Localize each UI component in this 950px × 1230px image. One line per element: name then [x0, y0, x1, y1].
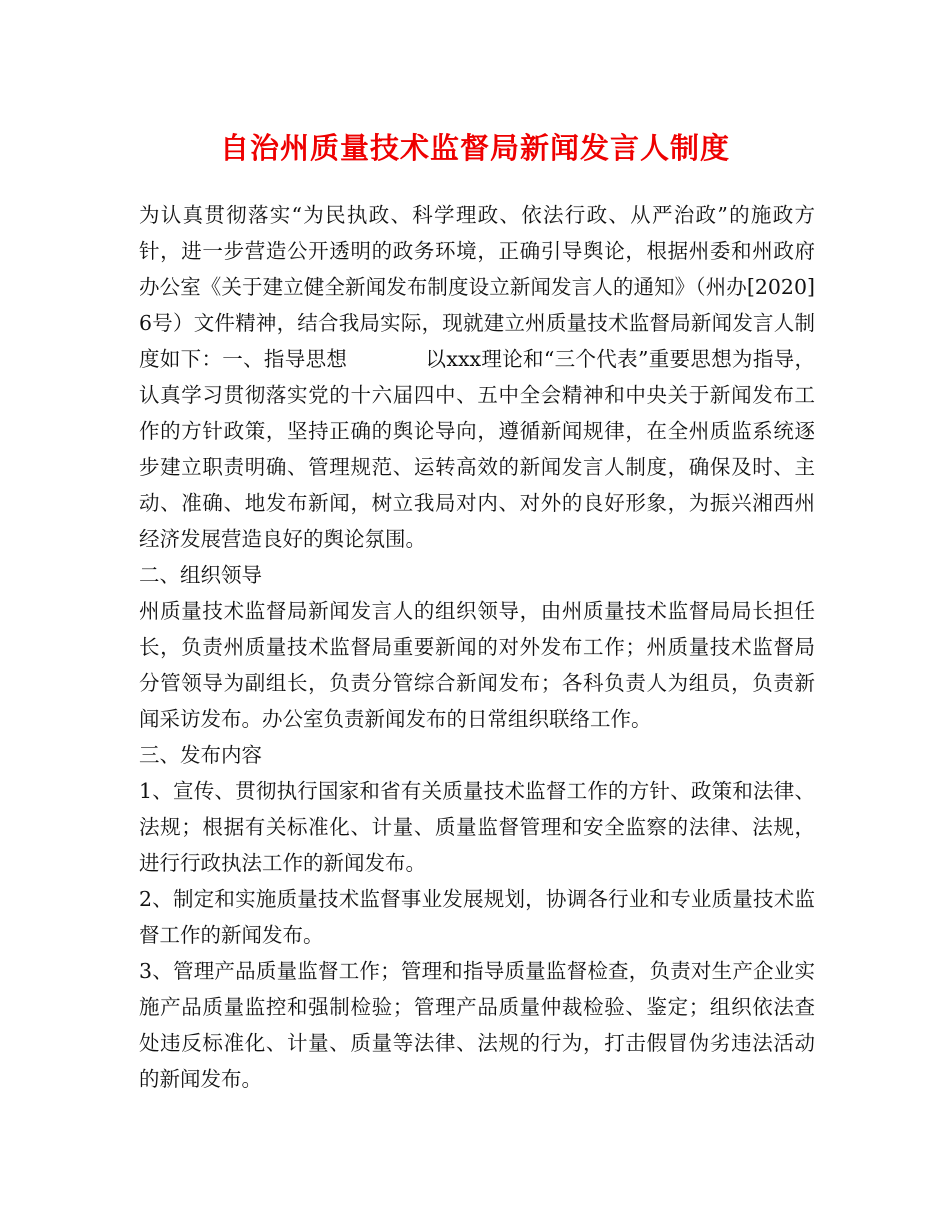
document-body [139, 197, 815, 1097]
section2-body: 州质量技术监督局新闻发言人的组织领导，由州质量技术监督局局长担任长，负责州质量技术监督局重要新闻的对外发布工作；州质量技术监督局分管领导为副组长，负责分管综合新闻发布；各科负责人为组员，负责新闻采访发布。办公室负责新闻发布的日常组织联络工作。 [139, 599, 815, 731]
intro-text-part2: 以xxx理论和“三个代表”重要思想为指导，认真学习贯彻落实党的十六届四中、五中全会精神和中央关于新闻发布工作的方针政策，坚持正确的舆论导向，遵循新闻规律，在全州质监系统逐步建立职责明确、管理规范、运转高效的新闻发言人制度，确保及时、主动、准确、地发布新闻，树立我局对内、对外的良好形象，为振兴湘西州经济发展营造良好的舆论氛围。 [139, 347, 815, 551]
section3-heading: 三、发布内容 [139, 743, 262, 767]
intro-text-part1: 为认真贯彻落实“为民执政、科学理政、依法行政、从严治政”的施政方针，进一步营造公开透明的政务环境，正确引导舆论，根据州委和州政府办公室《关于建立健全新闻发布制度设立新闻发言人的通知》（州办[2020]6号）文件精神，结合我局实际，现就建立州质量技术监督局新闻发言人制度如下：一、指导思想 [139, 203, 815, 371]
section2-heading: 二、组织领导 [139, 563, 262, 587]
list-item-3: 3、管理产品质量监督工作；管理和指导质量监督检查，负责对生产企业实施产品质量监控和强制检验；管理产品质量仲裁检验、鉴定；组织依法查处违反标准化、计量、质量等法律、法规的行为，打击假冒伪劣违法活动的新闻发布。 [139, 959, 815, 1091]
list-item-1: 1、宣传、贯彻执行国家和省有关质量技术监督工作的方针、政策和法律、法规；根据有关标准化、计量、质量监督管理和安全监察的法律、法规，进行行政执法工作的新闻发布。 [139, 779, 815, 875]
intro-paragraph [139, 197, 815, 557]
list-item-2: 2、制定和实施质量技术监督事业发展规划，协调各行业和专业质量技术监督工作的新闻发布。 [139, 887, 815, 947]
document-title: 自治州质量技术监督局新闻发言人制度 [219, 131, 730, 165]
